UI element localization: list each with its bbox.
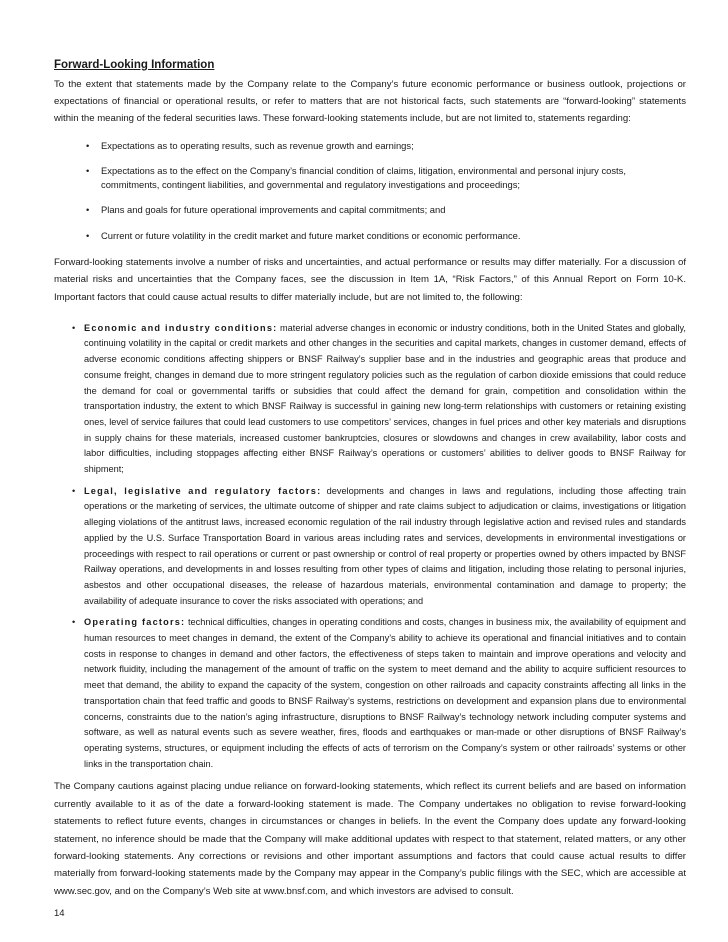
statement-list (54, 139, 686, 243)
document-page (54, 58, 686, 900)
page-number: 14 (54, 908, 65, 919)
factor-text: material adverse changes in economic or industry conditions, both in the United States and globally, continuing volatility in the capital or credit markets and other changes in the securities and capital markets, changes in customer demand, effects of adverse economic conditions affecting shippers or BNSF Railway’s supplier base and in the industries and geographic areas that produce and consume freight, changes in demand due to more stringent regulatory policies such as the regulation of carbon dioxide emissions that could reduce the demand for coal or governmental tariffs or subsidies that could affect the demand for grain, competition and consolidation within the transportation industry, the extent to which BNSF Railway is successful in gaining new long-term relationships with customers or retaining existing ones, level of service failures that could lead customers to use competitors’ services, changes in fuel prices and other key materials and disruptions in supply chains for these materials, increased customer bankruptcies, closures or slowdowns and changes in crew availability, labor costs and labor difficulties, including stoppages affecting either BNSF Railway’s operations or customers’ abilities to deliver goods to BNSF Railway for shipment; (84, 322, 686, 475)
list-item-text: Expectations as to operating results, such as revenue growth and earnings; (101, 139, 414, 151)
factor-item (54, 484, 686, 610)
factor-list (54, 321, 686, 773)
factor-text: developments and changes in laws and regulations, including those affecting train operations or the marketing of services, the ultimate outcome of shipper and rate claims subject to adjudication or claims, investigations or litigation alleging violations of the antitrust laws, increased economic regulation of the rail industry through legislative action and revised rules and standards applied by the U.S. Surface Transportation Board in various areas including rates and services, developments in environmental investigations or proceedings with respect to rail operations or current or past ownership or control of real property or properties owned by others impacted by BNSF Railway operations, and developments in and losses resulting from other types of claims and litigation, including those relating to personal injuries, asbestos and other occupational diseases, the release of hazardous materials, environmental contamination and damage to property; the availability of adequate insurance to cover the risks associated with operations; and (84, 485, 686, 606)
bullet-icon: • (72, 617, 76, 628)
risks-paragraph: Forward-looking statements involve a number of risks and uncertainties, and actual performance or results may differ materially. For a discussion of material risks and uncertainties that the Company faces, see the discussion in Item 1A, “Risk Factors,” of this Annual Report on Form 10-K. Important factors that could cause actual results to differ materially include, but are not limited to, the following: (54, 257, 686, 303)
factor-item (54, 321, 686, 478)
factor-label: Legal, legislative and regulatory factors: (84, 485, 322, 496)
list-item-text: Plans and goals for future operational improvements and capital commitments; and (101, 204, 446, 216)
bullet-icon: • (72, 485, 76, 496)
closing-paragraph: The Company cautions against placing undue reliance on forward-looking statements, which reflect its current beliefs and are based on information currently available to it as of the date a forward-looking statement is made. The Company undertakes no obligation to revise forward-looking statements to reflect future events, changes in circumstances or changes in beliefs. In the event the Company does update any forward-looking statement, no inference should be made that the Company will make additional updates with respect to that statement, related matters, or any other forward-looking statements. Any corrections or revisions and other important assumptions and factors that could cause actual results to differ materially from forward-looking statements made by the Company may appear in the Company’s public filings with the SEC, which are accessible at www.sec.gov, and on the Company’s Web site at www.bnsf.com, and which investors are advised to consult. (54, 781, 686, 897)
list-item (54, 139, 686, 153)
factor-item (54, 615, 686, 772)
factor-label: Economic and industry conditions: (84, 322, 278, 333)
section-heading: Forward-Looking Information (54, 59, 215, 71)
list-item-text: Expectations as to the effect on the Company’s financial condition of claims, litigation, environmental and personal injury costs, commitments, contingent liabilities, and governmental and regulatory investigations and proceedings; (101, 165, 626, 190)
intro-paragraph: To the extent that statements made by the Company relate to the Company’s future economic performance or business outlook, projections or expectations of financial or operational results, or refer to matters that are not historical facts, such statements are “forward-looking” statements within the meaning of the federal securities laws. These forward-looking statements include, but are not limited to, statements regarding: (54, 79, 686, 125)
bullet-icon: • (72, 322, 76, 333)
factor-label: Operating factors: (84, 617, 186, 628)
bullet-icon: • (86, 204, 90, 216)
list-item (54, 164, 686, 191)
list-item-text: Current or future volatility in the credit market and future market conditions or economic performance. (101, 229, 521, 241)
bullet-icon: • (86, 229, 90, 241)
list-item (54, 203, 686, 217)
bullet-icon: • (86, 165, 90, 177)
bullet-icon: • (86, 139, 90, 151)
factor-text: technical difficulties, changes in operating conditions and costs, changes in business mix, the availability of equipment and human resources to meet changes in demand, the extent of the Company’s ability to achieve its operational and financial initiatives and to contain costs in response to changes in demand and other factors, the effectiveness of steps taken to maintain and improve operations and velocity and network fluidity, including the management of the amount of traffic on the system to meet demand and the ability to acquire sufficient resources to meet that demand, the ability to expand the capacity of the system, congestion on other railroads and capacity constraints affecting all links in the transportation chain that feed traffic and goods to BNSF Railway’s systems, restrictions on development and expansion plans due to environmental concerns, constraints due to the nation’s aging infrastructure, disruptions to BNSF Railway’s technology network including computer systems and software, as well as natural events such as severe weather, fires, floods and earthquakes or man-made or other disruptions of BNSF Railway’s operating systems, structures, or equipment including the effects of acts of terrorism on the Company’s system or other railroads’ systems or other links in the transportation chain. (84, 617, 686, 769)
list-item (54, 229, 686, 243)
